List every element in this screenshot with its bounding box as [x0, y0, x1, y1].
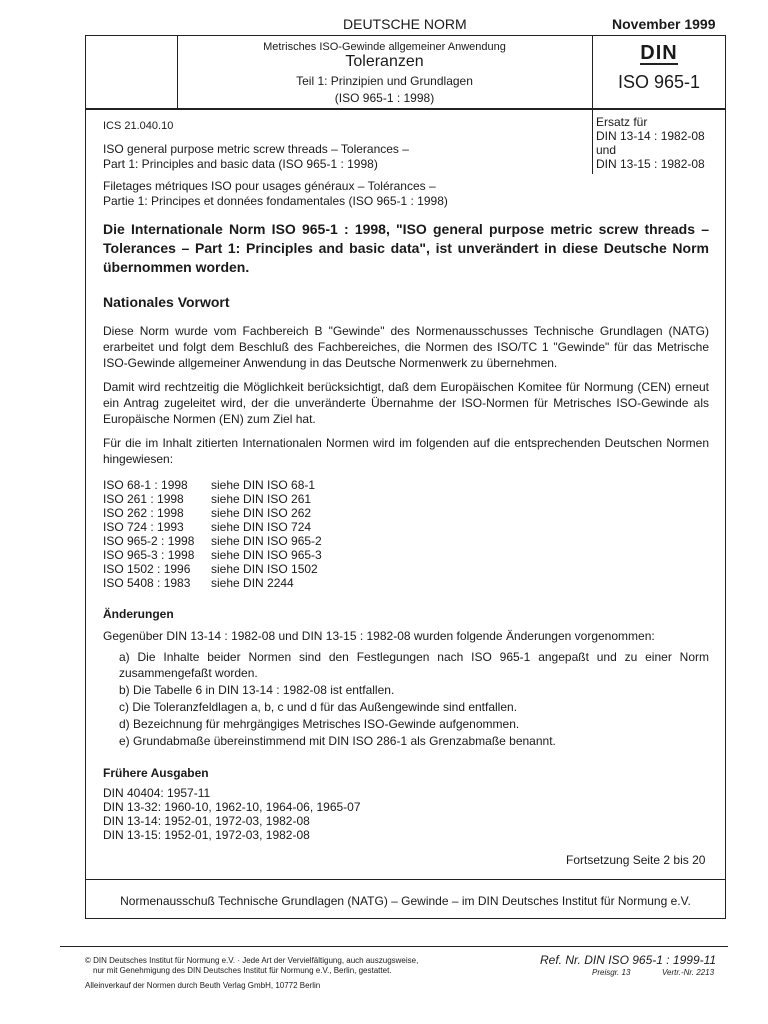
fruehere-item: DIN 13-14: 1952-01, 1972-03, 1982-08: [103, 814, 310, 828]
committee-line: Normenausschuß Technische Grundlagen (NATG) – Gewinde – im DIN Deutsches Institut für Normung e.V.: [120, 894, 691, 908]
vorwort-paragraph-3: Für die im Inhalt zitierten Internationalen Normen wird im folgenden auf die entsprechenden Deutschen Normen hingewiesen:: [103, 436, 709, 466]
aenderung-item: b) Die Tabelle 6 in DIN 13-14 : 1982-08 ist entfallen.: [119, 683, 395, 697]
din-number: ISO 965-1: [617, 72, 701, 92]
fortsetzung-note: Fortsetzung Seite 2 bis 20: [566, 853, 706, 867]
fruehere-item: DIN 40404: 1957-11: [103, 786, 211, 800]
reference-din: siehe DIN ISO 1502: [211, 562, 318, 576]
title-fr-line2: Partie 1: Principes et données fondamentales (ISO 965-1 : 1998): [103, 194, 448, 208]
reference-iso: ISO 5408 : 1983: [103, 576, 191, 590]
reference-row: [103, 478, 315, 492]
reference-din: siehe DIN ISO 965-2: [211, 534, 322, 548]
ersatz-din-13-15: DIN 13-15 : 1982-08: [596, 157, 705, 171]
fruehere-item: DIN 13-32: 1960-10, 1962-10, 1964-06, 1965-07: [103, 800, 361, 814]
title-iso-ref: (ISO 965-1 : 1998): [334, 91, 435, 105]
reference-row: [103, 562, 318, 576]
reference-row: [103, 534, 322, 548]
reference-iso: ISO 261 : 1998: [103, 492, 184, 506]
vorwort-paragraph-1: Diese Norm wurde vom Fachbereich B "Gewinde" des Normenausschusses Technische Grundlagen (NATG) erarbeitet und folgt dem Beschluß des Fachbereiches, die Normen des ISO/TC 1 "Gewinde" für das Metrische ISO-Gewinde allgemeiner Anwendung in das Deutsche Normenwerk zu übernehmen.: [103, 324, 709, 370]
fruehere-item: DIN 13-15: 1952-01, 1972-03, 1982-08: [103, 828, 310, 842]
aenderung-item: e) Grundabmaße übereinstimmend mit DIN ISO 286-1 als Grenzabmaße benannt.: [119, 734, 556, 748]
ersatz-din-13-14: DIN 13-14 : 1982-08: [596, 129, 705, 143]
committee-divider: [85, 879, 726, 880]
aenderung-item: a) Die Inhalte beider Normen sind den Festlegungen nach ISO 965-1 angepaßt und zu einer Norm zusammengefaßt worden.: [119, 650, 709, 680]
norm-type: DEUTSCHE NORM: [343, 16, 467, 32]
intro-statement: Die Internationale Norm ISO 965-1 : 1998, "ISO general purpose metric screw threads – Tolerances – Part 1: Principles and basic data", ist unverändert in diese Deutsche Norm übernommen worden.: [103, 221, 709, 275]
reference-din: siehe DIN ISO 261: [211, 492, 312, 506]
aenderungen-intro: Gegenüber DIN 13-14 : 1982-08 und DIN 13-15 : 1982-08 wurden folgende Änderungen vorgenommen:: [103, 629, 655, 643]
reference-din: siehe DIN ISO 68-1: [211, 478, 316, 492]
distribution-number: Vertr.-Nr. 2213: [662, 968, 715, 977]
reference-din: siehe DIN ISO 262: [211, 506, 312, 520]
reference-iso: ISO 68-1 : 1998: [103, 478, 188, 492]
price-group: Preisgr. 13: [592, 968, 631, 977]
aenderung-item: c) Die Toleranzfeldlagen a, b, c und d für das Außengewinde sind entfallen.: [119, 700, 518, 714]
ref-number: Ref. Nr. DIN ISO 965-1 : 1999-11: [540, 953, 717, 967]
ersatz-label: Ersatz für: [596, 115, 648, 129]
copyright-line-2: nur mit Genehmigung des DIN Deutsches Institut für Normung e.V., Berlin, gestattet.: [93, 966, 392, 975]
vorwort-heading: Nationales Vorwort: [103, 294, 230, 310]
title-main: Toleranzen: [345, 53, 424, 70]
reference-din: siehe DIN 2244: [211, 576, 294, 590]
title-part: Teil 1: Prinzipien und Grundlagen: [296, 74, 473, 88]
title-fr-line1: Filetages métriques ISO pour usages généraux – Tolérances –: [103, 179, 436, 193]
reference-iso: ISO 1502 : 1996: [103, 562, 191, 576]
reference-row: [103, 520, 311, 534]
footer-divider: [60, 946, 728, 947]
reference-iso: ISO 965-2 : 1998: [103, 534, 195, 548]
ersatz-divider: [592, 109, 593, 174]
reference-din: siehe DIN ISO 965-3: [211, 548, 322, 562]
beuth-sales-note: Alleinverkauf der Normen durch Beuth Verlag GmbH, 10772 Berlin: [85, 981, 321, 990]
reference-iso: ISO 724 : 1993: [103, 520, 184, 534]
vorwort-paragraph-2: Damit wird rechtzeitig die Möglichkeit berücksichtigt, daß dem Europäischen Komitee für Normung (CEN) erneut ein Antrag zugeleitet wird, der die unveränderte Übernahme der ISO-Normen für Metrisches ISO-Gewinde als Europäische Normen (EN) zum Ziel hat.: [103, 380, 709, 426]
title-en-line1: ISO general purpose metric screw threads – Tolerances –: [103, 142, 409, 156]
din-logo: [592, 42, 726, 65]
reference-row: [103, 576, 294, 590]
ersatz-und: und: [596, 143, 617, 157]
reference-row: [103, 492, 311, 506]
issue-date: November 1999: [612, 16, 716, 32]
reference-row: [103, 506, 311, 520]
title-de-line1: Metrisches ISO-Gewinde allgemeiner Anwendung: [263, 41, 506, 53]
ics-code: ICS 21.040.10: [103, 120, 174, 132]
title-en-line2: Part 1: Principles and basic data (ISO 965-1 : 1998): [103, 157, 378, 171]
reference-iso: ISO 262 : 1998: [103, 506, 184, 520]
reference-row: [103, 548, 322, 562]
reference-din: siehe DIN ISO 724: [211, 520, 312, 534]
fruehere-heading: Frühere Ausgaben: [103, 766, 209, 780]
copyright-line-1: © DIN Deutsches Institut für Normung e.V. · Jede Art der Vervielfältigung, auch auszugsweise,: [85, 956, 419, 965]
aenderung-item: d) Bezeichnung für mehrgängiges Metrisches ISO-Gewinde aufgenommen.: [119, 717, 520, 731]
aenderungen-heading: Änderungen: [103, 607, 174, 621]
reference-iso: ISO 965-3 : 1998: [103, 548, 195, 562]
din-logo-text: DIN: [640, 42, 678, 64]
